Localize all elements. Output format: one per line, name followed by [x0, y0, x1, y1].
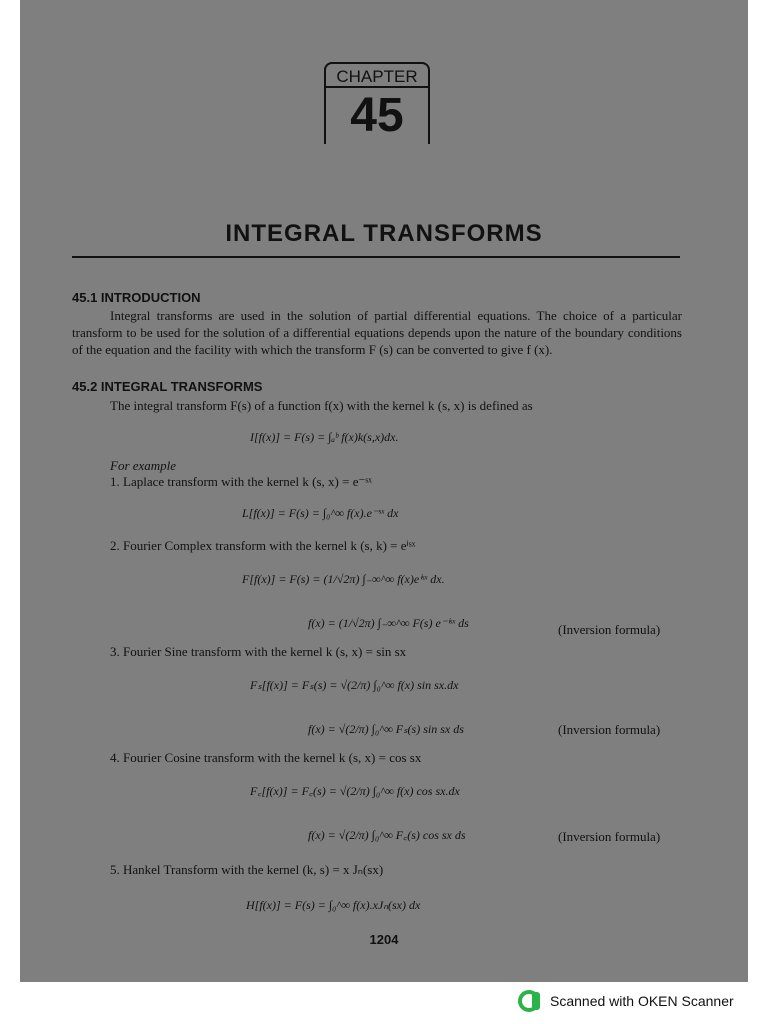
- hankel-item: 5. Hankel Transform with the kernel (k, s) = x Jₙ(sx): [110, 862, 384, 877]
- inversion-note-1: (Inversion formula): [558, 622, 661, 637]
- chapter-title: INTEGRAL TRANSFORMS: [225, 220, 543, 247]
- hankel-equation: H[f(x)] = F(s) = ∫₀^∞ f(x).xJₙ(sx) dx: [246, 898, 421, 912]
- chapter-badge: [324, 62, 430, 144]
- inversion-note-3: (Inversion formula): [558, 829, 661, 844]
- fourier-cosine-item: 4. Fourier Cosine transform with the kernel k (s, x) = cos sx: [110, 750, 422, 765]
- inversion-note-2: (Inversion formula): [558, 722, 661, 737]
- fourier-cosine-equation: F꜀[f(x)] = F꜀(s) = √(2/π) ∫₀^∞ f(x) cos sx.dx: [250, 784, 460, 798]
- fourier-complex-equation: F[f(x)] = F(s) = (1/√2π) ∫₋∞^∞ f(x)eⁱˢˣ dx.: [242, 572, 445, 586]
- definition-text: The integral transform F(s) of a function f(x) with the kernel k (s, x) is defined as: [110, 398, 533, 413]
- fourier-sine-inverse-equation: f(x) = √(2/π) ∫₀^∞ Fₛ(s) sin sx ds: [308, 722, 464, 736]
- fourier-complex-item: 2. Fourier Complex transform with the kernel k (s, k) = eⁱˢˣ: [110, 538, 416, 553]
- section-heading-introduction: 45.1 INTRODUCTION: [72, 290, 201, 305]
- oken-scanner-icon: [518, 990, 542, 1012]
- intro-paragraph: Integral transforms are used in the solution of partial differential equations. The choice of a particular transform to be used for the solution of a differential equations depends upon the nature of the boundary conditions of the equation and the facility with which the transform F (s) can be converted to give f (x).: [72, 308, 682, 357]
- fourier-complex-inverse-equation: f(x) = (1/√2π) ∫₋∞^∞ F(s) e⁻ⁱˢˣ ds: [308, 616, 469, 630]
- fourier-sine-item: 3. Fourier Sine transform with the kernel k (s, x) = sin sx: [110, 644, 407, 659]
- scanned-page: [20, 0, 748, 982]
- laplace-equation: L[f(x)] = F(s) = ∫₀^∞ f(x).e⁻ˢˣ dx: [242, 506, 399, 520]
- definition-equation: I[f(x)] = F(s) = ∫ₐᵇ f(x)k(s,x)dx.: [250, 430, 399, 444]
- fourier-sine-equation: Fₛ[f(x)] = Fₛ(s) = √(2/π) ∫₀^∞ f(x) sin sx.dx: [250, 678, 459, 692]
- section-heading-integral-transforms: 45.2 INTEGRAL TRANSFORMS: [72, 379, 263, 394]
- laplace-item: 1. Laplace transform with the kernel k (s, x) = e⁻ˢˣ: [110, 474, 372, 489]
- page-number: 1204: [369, 932, 399, 947]
- scanner-watermark: [518, 990, 734, 1012]
- fourier-cosine-inverse-equation: f(x) = √(2/π) ∫₀^∞ F꜀(s) cos sx ds: [308, 828, 466, 842]
- chapter-number: 45: [350, 89, 404, 142]
- chapter-label: CHAPTER: [324, 62, 430, 88]
- for-example-label: For example: [110, 458, 177, 473]
- watermark-text: Scanned with OKEN Scanner: [550, 993, 734, 1009]
- title-rule: [72, 256, 680, 258]
